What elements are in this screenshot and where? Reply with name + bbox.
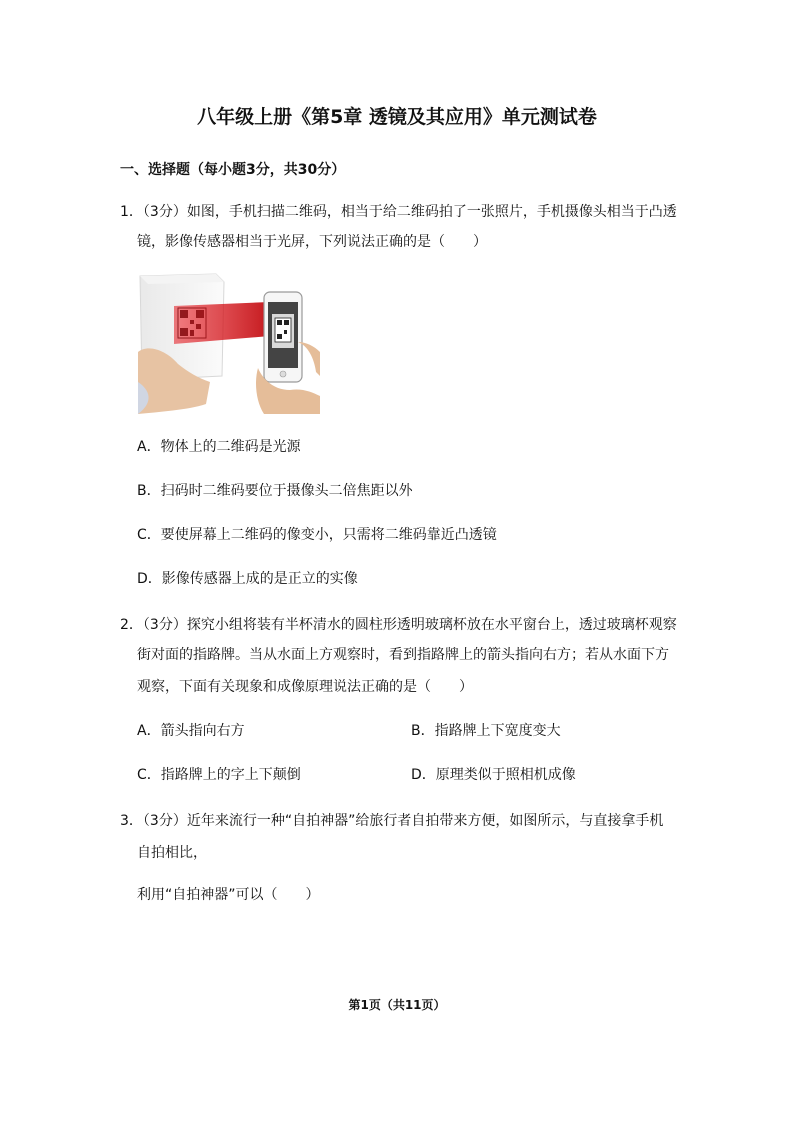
page-footer: 第1页（共11页） — [348, 998, 446, 1012]
section-heading: 一、选择题（每小题3分，共30分） — [120, 162, 346, 178]
q2-stem-line-2: 街对面的指路牌。当从水面上方观察时，看到指路牌上的箭头指向右方；若从水面下方 — [137, 647, 669, 663]
q2-option-b: B．指路牌上下宽度变大 — [411, 723, 561, 739]
q3-stem-line-3: 利用“自拍神器”可以（ ） — [137, 887, 320, 903]
q1-stem-line-1: 1．（3分）如图，手机扫描二维码，相当于给二维码拍了一张照片，手机摄像头相当于凸透 — [120, 204, 677, 220]
q2-option-a: A．箭头指向右方 — [137, 723, 245, 739]
page-title: 八年级上册《第5章 透镜及其应用》单元测试卷 — [197, 106, 597, 128]
q1-stem-line-2: 镜，影像传感器相当于光屏，下列说法正确的是（ ） — [137, 234, 487, 250]
q2-option-d: D．原理类似于照相机成像 — [411, 767, 576, 783]
q2-option-c: C．指路牌上的字上下颠倒 — [137, 767, 301, 783]
q3-stem-line-1: 3．（3分）近年来流行一种“自拍神器”给旅行者自拍带来方便，如图所示，与直接拿手机 — [120, 813, 664, 829]
q3-stem-line-2: 自拍相比， — [137, 845, 207, 861]
q1-option-d: D．影像传感器上成的是正立的实像 — [137, 571, 358, 587]
qr-scan-illustration — [138, 272, 320, 414]
q1-option-b: B．扫码时二维码要位于摄像头二倍焦距以外 — [137, 483, 413, 499]
q1-option-c: C．要使屏幕上二维码的像变小，只需将二维码靠近凸透镜 — [137, 527, 497, 543]
q2-stem-line-3: 观察，下面有关现象和成像原理说法正确的是（ ） — [137, 679, 473, 695]
q2-stem-line-1: 2．（3分）探究小组将装有半杯清水的圆柱形透明玻璃杯放在水平窗台上，透过玻璃杯观察 — [120, 617, 677, 633]
qr-scan-figure — [138, 272, 320, 414]
q1-option-a: A．物体上的二维码是光源 — [137, 439, 301, 455]
